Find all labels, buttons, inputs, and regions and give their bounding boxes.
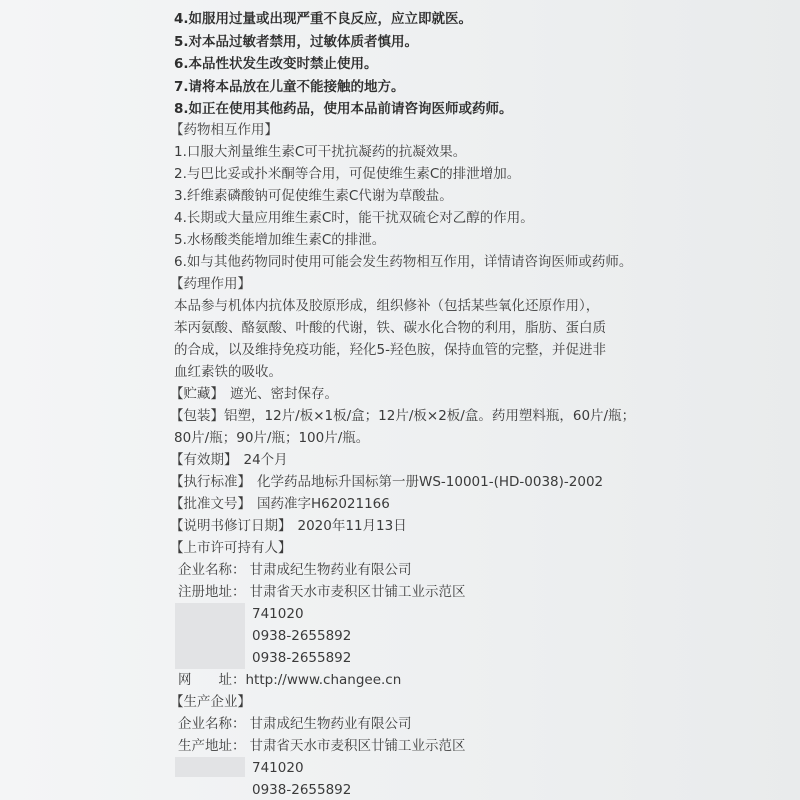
- validity-row: [170, 451, 288, 469]
- holder-web-row: [178, 671, 401, 689]
- manufacturer-address-label: 生产地址：: [178, 738, 246, 754]
- interaction-item: 5.水杨酸类能增加维生素C的排泄。: [174, 232, 386, 248]
- manufacturer-company-row: [178, 715, 412, 733]
- pharmacology-line: 的合成，以及维持免疫功能，羟化5-羟色胺，保持血管的完整，并促进非: [174, 342, 606, 358]
- holder-company-row: [178, 561, 412, 579]
- precaution-8: 8.如正在使用其他药品，使用本品前请咨询医师或药师。: [174, 101, 513, 117]
- redacted-block: [175, 603, 245, 669]
- approval-row: [170, 495, 390, 513]
- manufacturer-phone: 0938-2655892: [252, 782, 352, 798]
- redacted-block: [175, 757, 245, 777]
- storage-value: 遮光、密封保存。: [230, 386, 338, 402]
- manufacturer-company: 甘肃成纪生物药业有限公司: [249, 716, 412, 732]
- precaution-7: 7.请将本品放在儿童不能接触的地方。: [174, 79, 405, 95]
- holder-address-label: 注册地址：: [178, 584, 246, 600]
- holder-address-row: [178, 583, 466, 601]
- holder-web: http://www.changee.cn: [245, 672, 402, 688]
- standard-heading: 【执行标准】: [170, 474, 251, 490]
- pharmacology-line: 血红素铁的吸收。: [174, 364, 282, 380]
- interactions-heading: 【药物相互作用】: [170, 122, 278, 138]
- revision-heading: 【说明书修订日期】: [170, 518, 292, 534]
- pharmacology-line: 苯丙氨酸、酪氨酸、叶酸的代谢，铁、碳水化合物的利用，脂肪、蛋白质: [174, 320, 606, 336]
- pharmacology-heading: 【药理作用】: [170, 276, 251, 292]
- pharmacology-line: 本品参与机体内抗体及胶原形成，组织修补（包括某些氧化还原作用），: [174, 298, 600, 314]
- validity-value: 24个月: [243, 452, 288, 468]
- interaction-item: 1.口服大剂量维生素C可干扰抗凝药的抗凝效果。: [174, 144, 467, 160]
- holder-company-label: 企业名称：: [178, 562, 246, 578]
- interaction-item: 6.如与其他药物同时使用可能会发生药物相互作用，详情请咨询医师或药师。: [174, 254, 633, 270]
- revision-value: 2020年11月13日: [297, 518, 407, 534]
- holder-heading: 【上市许可持有人】: [170, 540, 292, 556]
- holder-company: 甘肃成纪生物药业有限公司: [249, 562, 412, 578]
- holder-phone: 0938-2655892: [252, 628, 352, 644]
- interaction-item: 3.纤维素磷酸钠可促使维生素C代谢为草酸盐。: [174, 188, 453, 204]
- precaution-6: 6.本品性状发生改变时禁止使用。: [174, 56, 378, 72]
- approval-heading: 【批准文号】: [170, 496, 251, 512]
- manufacturer-postcode: 741020: [252, 760, 304, 776]
- validity-heading: 【有效期】: [170, 452, 238, 468]
- precaution-5: 5.对本品过敏者禁用，过敏体质者慎用。: [174, 34, 419, 50]
- storage-row: [170, 385, 338, 403]
- holder-address: 甘肃省天水市麦积区廿铺工业示范区: [249, 584, 466, 600]
- holder-postcode: 741020: [252, 606, 304, 622]
- standard-row: [170, 473, 603, 491]
- holder-web-label: 网 址：: [178, 672, 246, 688]
- manufacturer-heading: 【生产企业】: [170, 694, 251, 710]
- packaging-row: [170, 407, 635, 425]
- packaging-heading: 【包装】: [170, 408, 224, 424]
- holder-fax: 0938-2655892: [252, 650, 352, 666]
- revision-row: [170, 517, 407, 535]
- manufacturer-address-row: [178, 737, 466, 755]
- storage-heading: 【贮藏】: [170, 386, 224, 402]
- packaging-line2: 80片/瓶；90片/瓶；100片/瓶。: [174, 430, 370, 446]
- approval-value: 国药准字H62021166: [257, 496, 390, 512]
- interaction-item: 2.与巴比妥或扑米酮等合用，可促使维生素C的排泄增加。: [174, 166, 521, 182]
- manufacturer-address: 甘肃省天水市麦积区廿铺工业示范区: [249, 738, 466, 754]
- manufacturer-company-label: 企业名称：: [178, 716, 246, 732]
- interaction-item: 4.长期或大量应用维生素C时，能干扰双硫仑对乙醇的作用。: [174, 210, 534, 226]
- precaution-4: 4.如服用过量或出现严重不良反应，应立即就医。: [174, 11, 473, 27]
- packaging-line1: 铝塑，12片/板×1板/盒；12片/板×2板/盒。药用塑料瓶，60片/瓶；: [224, 408, 636, 424]
- standard-value: 化学药品地标升国标第一册WS-10001-(HD-0038)-2002: [257, 474, 604, 490]
